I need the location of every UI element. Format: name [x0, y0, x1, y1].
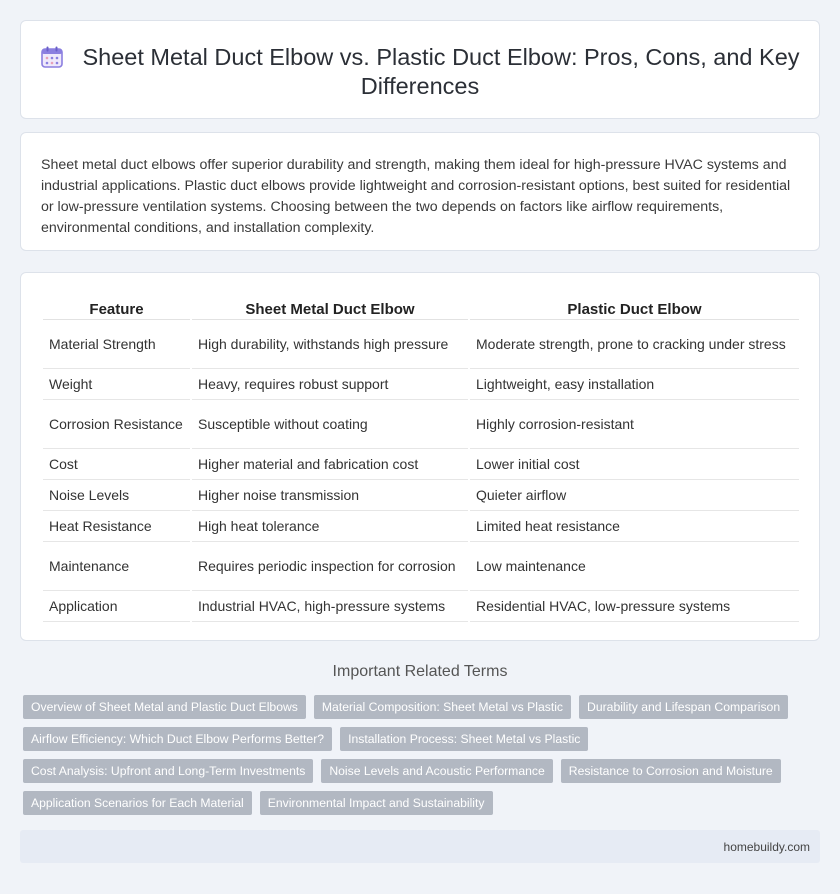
sheet-metal-cell: High durability, withstands high pressure: [191, 319, 469, 368]
header-plastic: Plastic Duct Elbow: [469, 295, 799, 319]
table-row: [43, 541, 799, 590]
plastic-cell: Lightweight, easy installation: [469, 368, 799, 399]
sheet-metal-cell: Susceptible without coating: [191, 399, 469, 448]
related-term-tag[interactable]: Cost Analysis: Upfront and Long-Term Investments: [23, 759, 313, 783]
table-row: [43, 510, 799, 541]
page-title-wrap: [21, 43, 819, 101]
related-terms-title: Important Related Terms: [332, 663, 508, 680]
related-term-tag[interactable]: Airflow Efficiency: Which Duct Elbow Performs Better?: [23, 727, 332, 751]
sheet-metal-cell: High heat tolerance: [191, 510, 469, 541]
related-term-tag[interactable]: Overview of Sheet Metal and Plastic Duct Elbows: [23, 695, 306, 719]
table-row: [43, 319, 799, 368]
feature-cell: Noise Levels: [43, 479, 191, 510]
sheet-metal-cell: Higher noise transmission: [191, 479, 469, 510]
sheet-metal-cell: Higher material and fabrication cost: [191, 448, 469, 479]
comparison-table: [43, 295, 799, 622]
feature-cell: Application: [43, 590, 191, 621]
related-term-tag[interactable]: Durability and Lifespan Comparison: [579, 695, 788, 719]
sheet-metal-cell: Industrial HVAC, high-pressure systems: [191, 590, 469, 621]
intro-card: [20, 132, 820, 251]
intro-paragraph: Sheet metal duct elbows offer superior durability and strength, making them ideal for high-pressure HVAC systems and industrial applications. Plastic duct elbows provide lightweight and corrosion-resistant options, best suited for residential or low-pressure ventilation systems. Choosing between the two depends on factors like airflow requirements, environmental conditions, and installation complexity.: [41, 157, 791, 236]
table-header-row: [43, 295, 799, 319]
plastic-cell: Highly corrosion-resistant: [469, 399, 799, 448]
related-terms-tags: [23, 695, 813, 815]
feature-cell: Weight: [43, 368, 191, 399]
related-term-tag[interactable]: Installation Process: Sheet Metal vs Plastic: [340, 727, 588, 751]
feature-cell: Cost: [43, 448, 191, 479]
feature-cell: Heat Resistance: [43, 510, 191, 541]
feature-cell: Maintenance: [43, 541, 191, 590]
plastic-cell: Low maintenance: [469, 541, 799, 590]
plastic-cell: Quieter airflow: [469, 479, 799, 510]
footer-site-link[interactable]: homebuildy.com: [723, 840, 810, 854]
calendar-icon: [40, 45, 64, 69]
related-term-tag[interactable]: Application Scenarios for Each Material: [23, 791, 252, 815]
sheet-metal-cell: Heavy, requires robust support: [191, 368, 469, 399]
footer: [20, 830, 820, 863]
table-row: [43, 590, 799, 621]
table-row: [43, 448, 799, 479]
table-row: [43, 479, 799, 510]
comparison-table-card: [20, 272, 820, 641]
table-row: [43, 368, 799, 399]
sheet-metal-cell: Requires periodic inspection for corrosion: [191, 541, 469, 590]
related-term-tag[interactable]: Environmental Impact and Sustainability: [260, 791, 493, 815]
related-term-tag[interactable]: Noise Levels and Acoustic Performance: [321, 759, 552, 783]
title-card: [20, 20, 820, 119]
plastic-cell: Residential HVAC, low-pressure systems: [469, 590, 799, 621]
related-term-tag[interactable]: Resistance to Corrosion and Moisture: [561, 759, 781, 783]
feature-cell: Corrosion Resistance: [43, 399, 191, 448]
plastic-cell: Moderate strength, prone to cracking under stress: [469, 319, 799, 368]
header-feature: Feature: [43, 295, 191, 319]
table-row: [43, 399, 799, 448]
plastic-cell: Limited heat resistance: [469, 510, 799, 541]
related-term-tag[interactable]: Material Composition: Sheet Metal vs Plastic: [314, 695, 571, 719]
feature-cell: Material Strength: [43, 319, 191, 368]
plastic-cell: Lower initial cost: [469, 448, 799, 479]
header-sheet-metal: Sheet Metal Duct Elbow: [191, 295, 469, 319]
page-title: Sheet Metal Duct Elbow vs. Plastic Duct Elbow: Pros, Cons, and Key Differences: [82, 44, 800, 99]
